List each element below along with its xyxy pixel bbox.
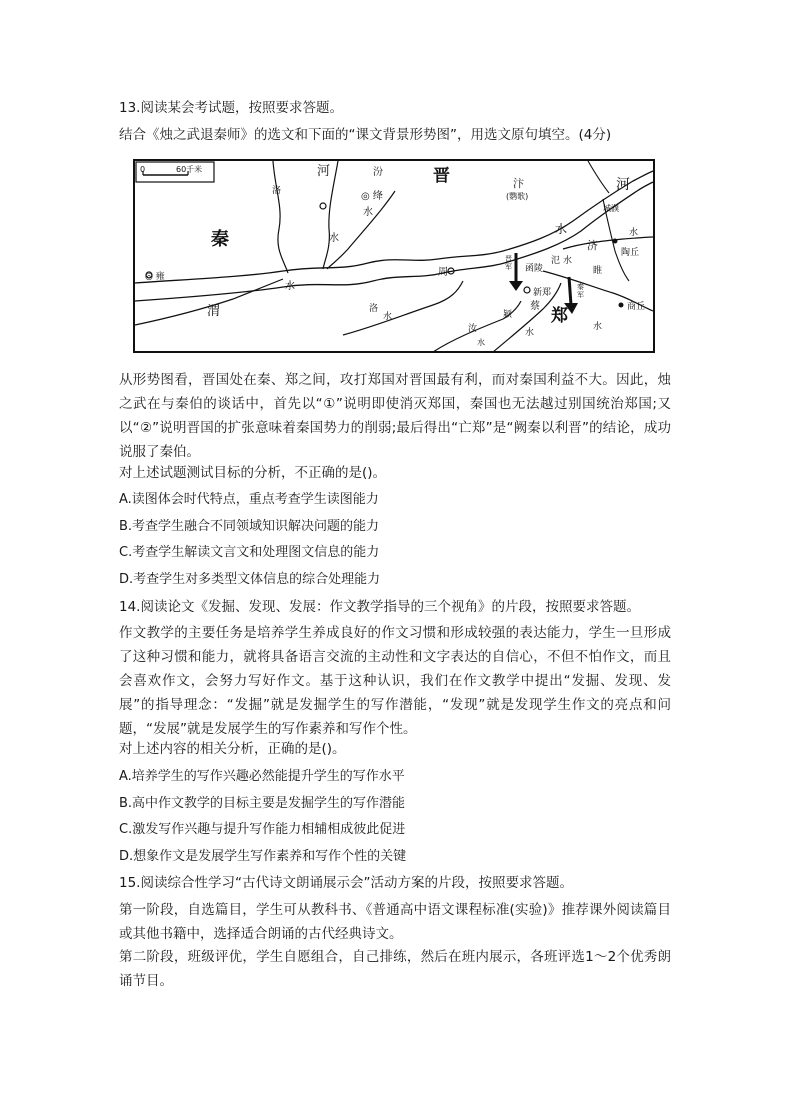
label-he-north: 河	[317, 164, 331, 179]
label-zheng: 郑	[551, 306, 568, 326]
label-jin: 晋	[433, 166, 450, 186]
q14-question: 对上述内容的相关分析，正确的是()。	[119, 741, 346, 757]
label-luo-left: 洛	[272, 186, 282, 196]
label-ji: 济	[587, 239, 598, 252]
map-frame	[134, 160, 654, 352]
q13-title: 13.阅读某会考试题，按照要求答题。	[119, 100, 343, 116]
q13-question: 对上述试题测试目标的分析，不正确的是()。	[119, 465, 387, 481]
label-ru: 汝	[468, 324, 478, 334]
q15-stage1: 第一阶段，自选篇目，学生可从教科书、《普通高中语文课程标准(实验)》推荐课外阅读篇目或其他书籍中，选择适合朗诵的古代经典诗文。	[119, 902, 671, 942]
q15-title: 15.阅读综合性学习“古代诗文朗诵展示会”活动方案的片段，按照要求答题。	[119, 875, 573, 891]
q14-option-d: D.想象作文是发展学生写作素养和写作个性的关键	[119, 849, 407, 864]
q14-paragraph: 作文教学的主要任务是培养学生养成良好的作文习惯和形成较强的表达能力，学生一旦形成了这种习惯和能力，就将具备语言交流的主动性和文字表达的自信心，不但不怕作文，而且会喜欢作文，会努力写好作文。基于这种认识，我们在作文教学中提出“发掘、发现、发展”的指导理念：“发掘”就是发掘学生的写作潜能，“发现”就是发现学生作文的亮点和问题，“发展”就是发展学生的写作素养和写作个性。	[119, 625, 671, 737]
label-bian: 汴	[513, 177, 524, 190]
label-xinzheng: 新郑	[533, 288, 552, 298]
q13-paragraph: 从形势图看，晋国处在秦、郑之间，攻打郑国对晋国最有利，而对秦国利益不大。因此，烛之武在与秦伯的谈话中，首先以“①”说明即使消灭郑国，秦国也无法越过别国统治郑国;又以“②”说明晋国的扩张意味着秦国势力的削弱;最后得出“亡郑”是“阙秦以利晋”的结论，成功说服了秦伯。	[119, 372, 671, 460]
q13-option-d: D.考查学生对多类型文体信息的综合处理能力	[119, 572, 381, 587]
q14-option-b: B.高中作文教学的目标主要是发掘学生的写作潜能	[119, 796, 406, 811]
label-jin-jun: 晋军	[505, 255, 512, 271]
q13-option-b: B.考查学生融合不同领域知识解决问题的能力	[119, 519, 380, 534]
label-zhou: 周	[438, 267, 448, 278]
label-shui-4: 水	[629, 228, 639, 238]
q13-instruction: 结合《烛之武退秦师》的选文和下面的“课文背景形势图”，用选文原句填空。(4分)	[119, 127, 612, 143]
q15-stage2: 第二阶段，班级评优，学生自愿组合，自己排练，然后在班内展示，各班评选1～2个优秀朗诵节目。	[119, 949, 671, 989]
label-shui-5: 水	[563, 256, 573, 266]
q13-option-a: A.读图体会时代特点，重点考查学生读图能力	[119, 492, 379, 507]
label-shui-10: 水	[593, 322, 603, 332]
label-cai: 蔡	[530, 301, 540, 312]
q13-option-c: C.考查学生解读文言文和处理图文信息的能力	[119, 545, 380, 560]
label-shui-7: 水	[383, 312, 393, 322]
label-hanling: 函陵	[525, 264, 544, 274]
label-yong: ◎ 雍	[145, 272, 165, 282]
q14-title: 14.阅读论文《发掘、发现、发展：作文教学指导的三个视角》的片段，按照要求答题。	[119, 599, 640, 615]
label-shui-9: 水	[525, 328, 535, 338]
label-ying: 颍	[503, 310, 513, 320]
scale-zero: 0	[140, 165, 146, 174]
label-chengpu: 城濮	[603, 204, 619, 213]
label-qin-jun: 秦军	[577, 283, 584, 299]
label-jiang: ◎ 绛	[361, 191, 383, 202]
map-svg	[133, 159, 655, 353]
label-sui: 睢	[593, 266, 603, 276]
q14-option-a: A.培养学生的写作兴趣必然能提升学生的写作水平	[119, 769, 405, 784]
label-shangqiu: 商丘	[627, 302, 646, 312]
label-shui-3: 水	[555, 222, 568, 236]
label-bian-sub: (鹦歌)	[506, 192, 529, 201]
label-fan: 氾	[551, 256, 561, 266]
label-wei: 渭	[207, 304, 221, 319]
label-he-ne: 河	[616, 177, 630, 193]
background-situation-map	[133, 159, 655, 353]
label-fen: 汾	[373, 167, 383, 178]
label-shui-8: 水	[477, 338, 485, 347]
scale-value: 60千米	[176, 165, 203, 174]
label-shui-6: 水	[285, 281, 295, 292]
label-taoqiu: 陶丘	[621, 248, 640, 258]
label-shui-2: 水	[329, 233, 339, 244]
label-shui-1: 水	[363, 207, 373, 218]
scale-box	[136, 162, 214, 182]
q14-option-c: C.激发写作兴趣与提升写作能力相辅相成彼此促进	[119, 822, 406, 837]
label-qin: 秦	[211, 229, 229, 250]
label-luo-bottom: 洛	[369, 304, 379, 314]
